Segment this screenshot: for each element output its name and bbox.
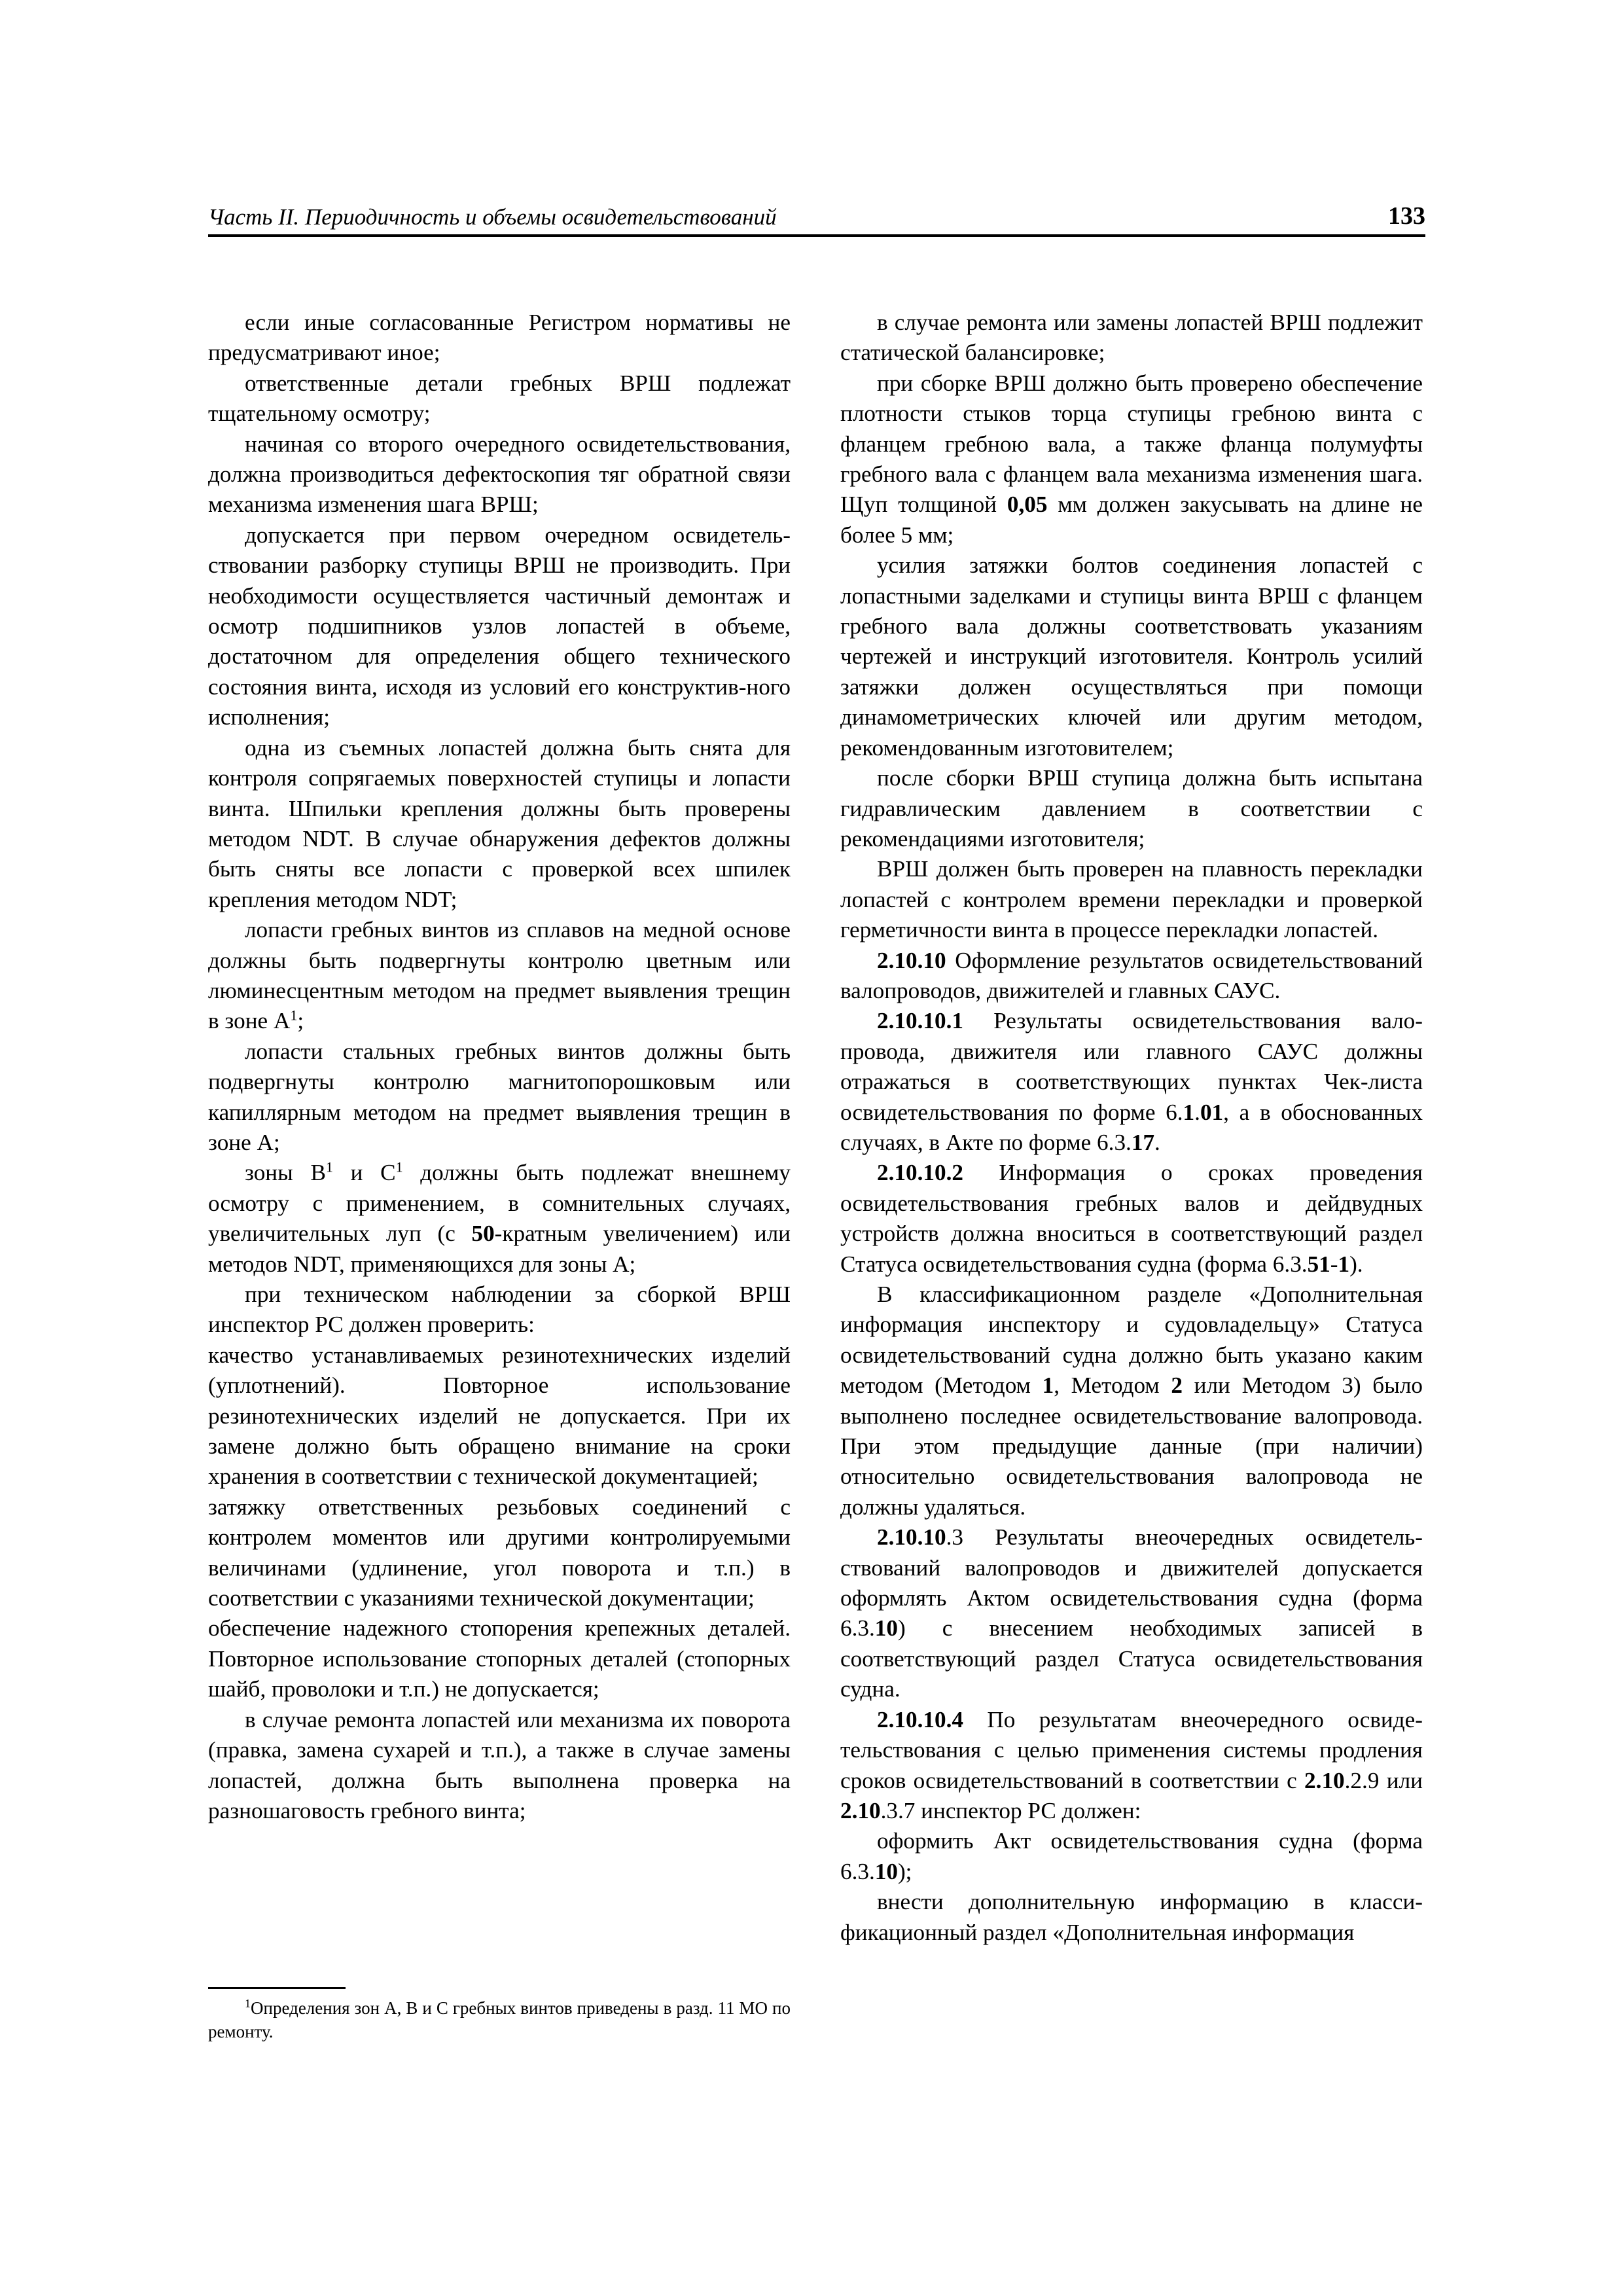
section-number: 2.10.10.1 — [877, 1008, 963, 1034]
bold-text: 51 — [1307, 1251, 1330, 1277]
text: . — [1154, 1129, 1160, 1155]
paragraph — [208, 1158, 791, 1280]
paragraph — [840, 368, 1423, 550]
paragraph: начиная со второго очередного освидетельствования, должна производиться дефектоскопия тяг обратной связи механизма изменения шага ВРШ; — [208, 431, 791, 518]
footnote-ref: 1 — [290, 1007, 298, 1024]
paragraph: качество устанавливаемых резинотехнических изделий (уплотнений). Повторное использование резинотехнических изделий не допускается. При их замене должно быть обращено внимание на сроки хранения в соответствии с технической документацией; — [208, 1342, 791, 1490]
text: мм должен закусывать на длине не более 5 мм; — [840, 492, 1423, 548]
paragraph: ВРШ должен быть проверен на плавность перекладки лопастей с контролем времени перекладки и проверкой герметичности винта в процессе перекладки лопастей. — [840, 856, 1423, 943]
text: должны быть подлежат внешнему осмотру с применением, в сомнительных случаях, увеличительных луп (с — [208, 1160, 791, 1247]
text: ); — [897, 1858, 912, 1884]
text: зоны В — [245, 1160, 326, 1186]
text: В классификационном разделе «Дополнительная информация инспектору и судовладельцу» Статуса освидетельствований судна должно быть указано каким методом (Методом — [840, 1282, 1423, 1399]
paragraph: если иные согласованные Регистром нормативы не предусматривают иное; — [208, 310, 791, 366]
text: Оформление результатов освидетельствований валопроводов, движителей и главных САУС. — [840, 947, 1423, 1003]
text: .2.9 или — [1344, 1767, 1423, 1793]
bold-text: 2 — [1171, 1372, 1183, 1399]
bold-text: 17 — [1131, 1129, 1155, 1155]
text: и С — [332, 1160, 396, 1186]
paragraph: усилия затяжки болтов соединения лопастей с лопастными заделками и ступицы винта ВРШ с фланцем гребного вала должны соответствовать указаниям чертежей и инструкций изготовителя. Контроль усилий затяжки должен осуществляться при помощи динамометрических ключей или другим методом, рекомендованным изготовителем; — [840, 552, 1423, 761]
bold-text: 1 — [1338, 1251, 1350, 1277]
bold-text: 2.10 — [840, 1797, 881, 1823]
bold-text: 0,05 — [1007, 492, 1048, 518]
footnote — [208, 1996, 791, 2043]
text: - — [1330, 1251, 1338, 1277]
paragraph: допускается при первом очередном освидетельствовании разборку ступицы ВРШ не производить. При необходимости осуществляется частичный демонтаж и осмотр подшипников узлов лопастей в объеме, достаточном для определения общего технического состояния винта, исходя из условий его конструктив-ного исполнения; — [208, 522, 791, 730]
text: Результаты внеочередных освидетельствований валопроводов и движителей допускается оформлять Актом освидетельствования судна (форма 6.3. — [840, 1524, 1423, 1641]
bold-text: 1 — [1042, 1372, 1054, 1399]
section-number: 2.10.10 — [877, 947, 946, 973]
text: .3 — [946, 1524, 963, 1551]
header-title: Часть II. Периодичность и объемы освидетельствований — [208, 204, 777, 230]
section-number: 2.10.10.4 — [877, 1706, 963, 1732]
paragraph: ответственные детали гребных ВРШ подлежат тщательному осмотру; — [208, 370, 791, 427]
bold-text: 2.10 — [1304, 1767, 1345, 1793]
bold-text: 50 — [471, 1221, 495, 1247]
text: По результатам внеочередного освидетельствования с целью применения системы продления сроков освидетельствований в соответствии с — [840, 1706, 1423, 1793]
footnote-ref: 1 — [395, 1158, 403, 1175]
footnote-text — [208, 1996, 791, 2043]
bold-text: 01 — [1200, 1099, 1224, 1125]
footnote-marker: 1 — [245, 1997, 251, 2010]
page-number: 133 — [1388, 202, 1425, 230]
paragraph — [840, 1705, 1423, 1827]
paragraph: обеспечение надежного стопорения крепежных деталей. Повторное использование стопорных деталей (стопорных шайб, проволоки и т.п.) не допускается; — [208, 1615, 791, 1702]
paragraph — [208, 915, 791, 1037]
paragraph: внести дополнительную информацию в классификационный раздел «Дополнительная информация — [840, 1889, 1423, 1945]
bold-text: 10 — [874, 1858, 898, 1884]
right-column — [840, 308, 1423, 1948]
text: ) с внесением необходимых записей в соответствующий раздел Статуса освидетельствования судна. — [840, 1615, 1423, 1702]
running-header — [208, 198, 1425, 237]
text: Определения зон А, В и С гребных винтов приведены в разд. 11 МО по ремонту. — [208, 1998, 791, 2041]
footnote-rule — [208, 1987, 346, 1989]
text: -кратным увеличением) или методов NDT, применяющихся для зоны А; — [208, 1221, 791, 1277]
paragraph: в случае ремонта лопастей или механизма их поворота (правка, замена сухарей и т.п.), а также в случае замены лопастей, должна быть выполнена проверка на разношаговость гребного винта; — [208, 1706, 791, 1823]
text: Результаты освидетельствования валопровода, движителя или главного САУС должны отражаться в соответствующих пунктах Чек-листа освидетельствования по форме 6. — [840, 1008, 1423, 1125]
text: .3.7 инспектор РС должен: — [880, 1797, 1141, 1823]
bold-text: 10 — [874, 1615, 898, 1641]
text: Информация о сроках проведения освидетельствования гребных валов и дейдвудных устройств должна вноситься в соответствующий раздел Статуса освидетельствования судна (форма 6.3. — [840, 1160, 1423, 1277]
paragraph: после сборки ВРШ ступица должна быть испытана гидравлическим давлением в соответствии с рекомендациями изготовителя; — [840, 765, 1423, 852]
text: ). — [1349, 1251, 1363, 1277]
text: . — [1194, 1099, 1200, 1125]
paragraph — [840, 1826, 1423, 1887]
footnote-ref: 1 — [325, 1158, 333, 1175]
left-column — [208, 308, 791, 1826]
bold-text: 1 — [1183, 1099, 1195, 1125]
paragraph: затяжку ответственных резьбовых соединений с контролем моментов или другими контролируемыми величинами (удлинение, угол поворота и т.п.) в соответствии с указаниями технической документации; — [208, 1494, 791, 1611]
text: лопасти гребных винтов из сплавов на медной основе должны быть подвергнуты контролю цветным или люминесцентным методом на предмет выявления трещин в зоне А — [208, 917, 791, 1034]
text: , а в обоснованных случаях, в Акте по форме 6.3. — [840, 1099, 1423, 1155]
text: при сборке ВРШ должно быть проверено обеспечение плотности стыков торца ступицы гребною винта с фланцем гребною вала, а также фланца полумуфты гребного вала с фланцем вала механизма изменения шага. Щуп толщиной — [840, 370, 1423, 518]
paragraph: в случае ремонта или замены лопастей ВРШ подлежит статической балансировке; — [840, 310, 1423, 366]
paragraph — [840, 1280, 1423, 1522]
text: оформить Акт освидетельствования судна (форма 6.3. — [840, 1828, 1423, 1884]
paragraph — [840, 1006, 1423, 1158]
paragraph: лопасти стальных гребных винтов должны быть подвергнуты контролю магнитопорошковым или капиллярным методом на предмет выявления трещин в зоне А; — [208, 1038, 791, 1155]
section-number: 2.10.10.2 — [877, 1160, 963, 1186]
text: ; — [297, 1008, 304, 1034]
section-heading — [840, 946, 1423, 1007]
paragraph: при техническом наблюдении за сборкой ВРШ инспектор РС должен проверить: — [208, 1282, 791, 1338]
text: или Методом 3) было выполнено последнее освидетельствование валопровода. При этом предыдущие данные (при наличии) относительно освидетельствования валопровода не должны удаляться. — [840, 1372, 1423, 1520]
paragraph — [840, 1522, 1423, 1704]
paragraph — [840, 1158, 1423, 1280]
text: , Методом — [1054, 1372, 1171, 1399]
paragraph: одна из съемных лопастей должна быть снята для контроля сопрягаемых поверхностей ступицы и лопасти винта. Шпильки крепления должны быть проверены методом NDT. В случае обнаружения дефектов должны быть сняты все лопасти с проверкой всех шпилек крепления методом NDT; — [208, 734, 791, 912]
section-number: 2.10.10 — [877, 1524, 946, 1551]
